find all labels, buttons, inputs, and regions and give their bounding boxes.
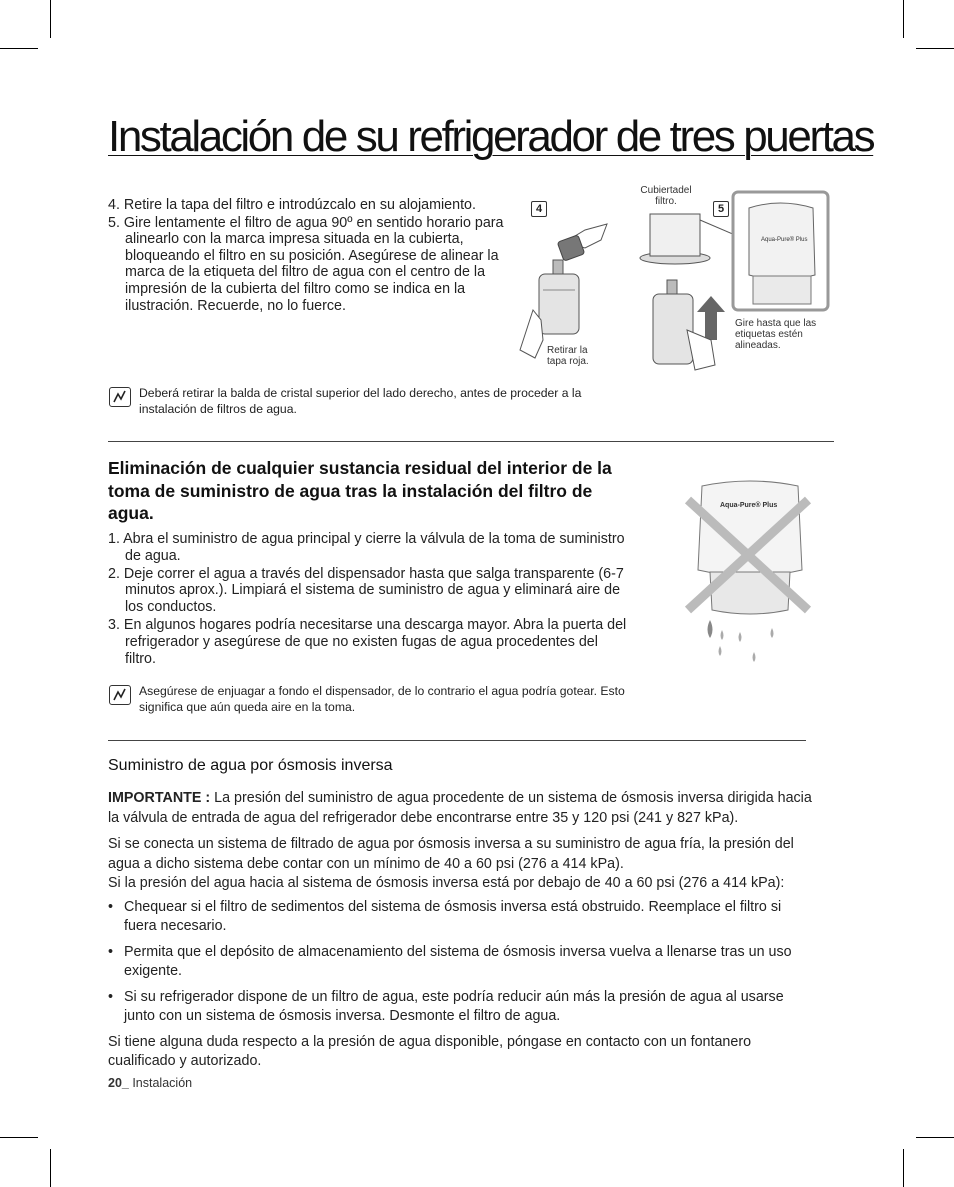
bullet-glyph: •: [108, 943, 114, 960]
important-label: IMPORTANTE :: [108, 790, 211, 806]
filter-brand-label: Aqua-Pure® Plus: [720, 502, 778, 509]
note-glass-shelf: [109, 386, 629, 417]
step-number: 2.: [108, 565, 120, 582]
caption-rotate-align: Gire hasta que las etiquetas estén alineadas.: [735, 318, 817, 351]
paragraph: Si la presión del agua hacia al sistema de ósmosis inversa está por debajo de 40 a 60 psi (276 a 414 kPa):: [108, 875, 785, 891]
important-text: La presión del suministro de agua procedente de un sistema de ósmosis inversa dirigida hacia la válvula de entrada de agua del refrigerador debe encontrarse entre 35 y 120 psi (241 y 827 kPa).: [108, 790, 812, 826]
crop-mark: [50, 1149, 51, 1187]
install-steps: [108, 197, 508, 315]
bullet-text: Permita que el depósito de almacenamiento del sistema de ósmosis inversa vuelva a llenarse tras un uso exigente.: [124, 943, 792, 979]
crop-mark: [50, 0, 51, 38]
osmosis-body: [108, 789, 816, 1075]
caption-filter-cover: Cubiertadel filtro.: [640, 185, 692, 207]
note-text: Asegúrese de enjuagar a fondo el dispensador, de lo contrario el agua podría gotear. Esto significa que aún queda aire en la toma.: [139, 684, 625, 714]
page-number: 20_: [108, 1076, 129, 1090]
page-title: Instalación de su refrigerador de tres puertas: [108, 112, 874, 161]
filter-install-figure: [515, 180, 835, 380]
flush-steps: [108, 531, 628, 668]
crop-mark: [903, 1149, 904, 1187]
step-text: Deje correr el agua a través del dispensador hasta que salga transparente (6-7 minutos aprox.). Limpiará el sistema de suministro de agua y eliminará aire de los conductos.: [123, 565, 624, 616]
step-number: 5.: [108, 214, 120, 231]
list-item: [108, 566, 628, 616]
crop-mark: [916, 1137, 954, 1138]
footer-section: Instalación: [128, 1076, 193, 1090]
paragraph: Si se conecta un sistema de filtrado de agua por ósmosis inversa a su suministro de agua fría, la presión del agua a dicho sistema debe contar con un mínimo de 40 a 60 psi (276 a 414 kPa).: [108, 836, 794, 872]
step-badge-5: 5: [713, 201, 729, 217]
note-rinse: [109, 684, 649, 715]
step-number: 1.: [108, 531, 120, 547]
section-heading-flush: Eliminación de cualquier sustancia residual del interior de la toma de suministro de agua tras la instalación del filtro de agua.: [108, 458, 612, 523]
note-icon: [109, 685, 131, 705]
filter-brand-label: Aqua-Pure® Plus: [761, 237, 808, 243]
step-text: Retire la tapa del filtro e introdúzcalo en su alojamiento.: [123, 197, 476, 213]
list-item: [108, 943, 816, 982]
crop-mark: [916, 48, 954, 49]
divider: [108, 740, 806, 741]
step-badge-4: 4: [531, 201, 547, 217]
divider: [108, 441, 834, 442]
bullet-text: Si su refrigerador dispone de un filtro de agua, este podría reducir aún más la presión de agua al usarse junto con un sistema de ósmosis inversa. Desmonte el filtro de agua.: [124, 988, 784, 1024]
crop-mark: [0, 1137, 38, 1138]
closing-paragraph: Si tiene alguna duda respecto a la presión de agua disponible, póngase en contacto con un fontanero cualificado y autorizado.: [108, 1033, 752, 1069]
leak-figure: [680, 470, 820, 670]
crop-mark: [0, 48, 38, 49]
crop-mark: [903, 0, 904, 38]
bullet-glyph: •: [108, 988, 114, 1005]
list-item: [108, 898, 816, 937]
bullet-text: Chequear si el filtro de sedimentos del sistema de ósmosis inversa está obstruido. Reemplace el filtro si fuera necesario.: [124, 898, 782, 934]
page-footer: [108, 1076, 192, 1090]
important-paragraph: [108, 789, 816, 828]
step-text: En algunos hogares podría necesitarse una descarga mayor. Abra la puerta del refrigerador y asegúrese de que no existen fugas de agua procedentes del filtro.: [123, 616, 627, 667]
step-number: 3.: [108, 616, 120, 633]
section-heading-osmosis: Suministro de agua por ósmosis inversa: [108, 757, 393, 774]
step-number: 4.: [108, 197, 120, 213]
bullet-list: [108, 898, 816, 1027]
list-item: [108, 531, 628, 565]
list-item: [108, 197, 508, 214]
list-item: [108, 617, 628, 667]
bullet-glyph: •: [108, 898, 114, 915]
step-text: Abra el suministro de agua principal y cierre la válvula de la toma de suministro de agua.: [123, 531, 625, 564]
step-text: Gire lentamente el filtro de agua 90º en sentido horario para alinearlo con la marca impresa situada en la cubierta, bloqueando el filtro en su posición. Asegúrese de alinear la marca de la etiqueta del filtro de agua con el centro de la impresión de la cubierta del filtro como se indica en la ilustración. Recuerde, no lo fuerce.: [123, 214, 504, 314]
list-item: [108, 215, 508, 315]
note-text: Deberá retirar la balda de cristal superior del lado derecho, antes de proceder a la instalación de filtros de agua.: [139, 386, 582, 416]
list-item: [108, 988, 816, 1027]
note-icon: [109, 387, 131, 407]
caption-remove-cap: Retirar la tapa roja.: [547, 345, 589, 367]
